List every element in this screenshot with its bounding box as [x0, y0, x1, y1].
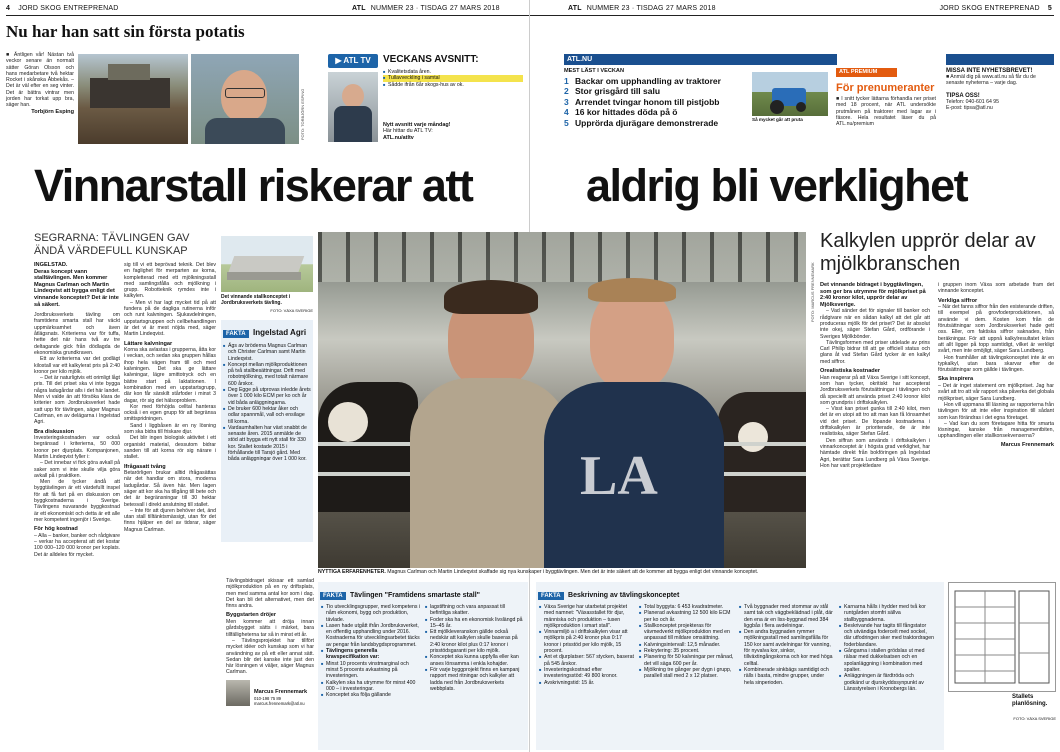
- fakta-item: ■ Investeringskostnad efter investeringsstöd: 49 800 kronor.: [539, 667, 635, 680]
- issue-info: NUMMER 23 · TISDAG 27 MARS 2018: [370, 5, 500, 12]
- rank-number: 5: [564, 117, 569, 128]
- potato-photo-credit: FOTO: TORBJÖRN ESPING: [300, 88, 305, 140]
- tractor-wheel: [770, 100, 784, 114]
- fakta-item: ■ De bruker 600 hektar åker och odlar spannmål, vall och ensilage till korna.: [223, 406, 311, 425]
- right-masthead: [568, 5, 716, 12]
- fakta-beskrivning-box: [536, 582, 944, 750]
- tips-phone[interactable]: Telefon: 040-601 64 95: [946, 98, 1000, 105]
- fakta-item: ■ Gångarna i stallen grödslas ut med rälsar med dukkelsatsen och en spolanläggning i kombination med spalter.: [839, 648, 935, 673]
- atl-tv-title: VECKANS AVSNITT:: [383, 54, 479, 65]
- most-read-item[interactable]: [564, 86, 744, 96]
- fakta-item: ■ Mjölkning tre gånger per dygn i grupp, parallell stall med 2 x 12 platser.: [639, 667, 735, 680]
- barn-ceiling: [318, 232, 806, 282]
- right-article-col1: [820, 282, 930, 578]
- body-paragraph: – Vad sänder det för signaler till banker och rådgivare när en sådan kalkyl att det går att produceras mjölk för det priset? Det är absolut inte okej, säger Stefan Gård, ordförande i Sveriges Mjölkbönder.: [820, 308, 930, 340]
- main-photo: [318, 232, 806, 568]
- fakta-item: ■ Kombinerade sinkbägs samtidigt och rälls i basta, mindre grupper, under hela sinperioden.: [739, 667, 835, 686]
- fakta-item: ■ Rekrytering: 35 procent.: [639, 648, 735, 654]
- fakta-list: [639, 604, 735, 692]
- fakta-item: ■ Koncept mellan mjölkproduktionen på två stallbesättningar. Drift med robotmjölkning, med totalt närmare 600 årskor.: [223, 362, 311, 387]
- byline-name: Marcus Frennemark: [254, 689, 308, 696]
- fakta-list: [223, 343, 311, 463]
- stall-caption: Det vinnande stallkonceptet i Jordbruksverkets tävling.: [221, 294, 291, 306]
- body-paragraph: Jordbruksverkets tävling om framtidens smarta stall har väckt uppmärksamhet och även åtlägsnats. Kriterierna var för tuffa, hette det när hans två av tre deltagande gick från dödlagda de ekonomiska grundkraven.: [34, 312, 120, 356]
- fakta-item: ■ Total byggyta: 6 453 kvadratmeter.: [639, 604, 735, 610]
- body-paragraph: Betarörligen brukar alltid ifrågasättas när det handlar om stora, moderna ladugårdar. Så även här. Men lagen säger att kor ska ha tillgång till bete och det är begränsningar till 30 hektar betesvall i direkt anslutning till stallet.: [124, 470, 216, 508]
- most-read-title: 16 kor hittades döda på ö: [575, 107, 678, 118]
- body-paragraph: – Det är inget statement om mjölkpriset. Jag har svårt att tro att vår rapport ska påverka det globala mjölkpriset, säger Sara Lundberg.: [938, 383, 1054, 402]
- jacket-print: LA: [580, 445, 658, 507]
- premium-title: För prenumeranter: [836, 82, 935, 94]
- fakta-item: ■ lagstiftning och vara anpassat till befintliga skatter.: [425, 604, 525, 617]
- potato-story-text: [6, 52, 74, 144]
- atl-tv-logo-text: ATL TV: [343, 56, 371, 65]
- fakta-beskrivning-columns: [536, 604, 944, 692]
- body-paragraph: – Det innebar vi fick göra avkall på saker som vi inte skulle vilja göra avkall på i praktiken.: [34, 460, 120, 479]
- fakta-item: ■ Foder ska ha en ekonomisk livslängd på 15–45 år.: [425, 617, 525, 630]
- rank-number: 4: [564, 107, 569, 118]
- fakta-item: ■ Avskrivningstid: 15 år.: [539, 680, 635, 686]
- atl-tv-item[interactable]: ■ Kvalitetsdata åren.: [383, 69, 523, 75]
- rank-number: 3: [564, 96, 569, 107]
- cow-patch: [328, 402, 368, 442]
- body-paragraph: – Det är naturligtvis ett orimligt lågt pris. Till det priset ska vi inte bygga några ladugårdar alls i det här landet. Men vi valde än att försöka klara de kriterier som Jordbruksverket hade satt upp för tävlingen, säger Magnus Carlman, en av delägarna i Ingelstad Agri.: [34, 375, 120, 426]
- fakta-item: ■ Planerad avkastning 12 500 kilo ECM per ko och år.: [639, 610, 735, 623]
- atl-tv-link[interactable]: ATL.nu/atltv: [383, 135, 414, 142]
- fakta-item: ■ Kalkylen ska ha utrymme för minst 400 000 – i investeringar.: [321, 680, 421, 693]
- stall-credit: FOTO: VÄXA SVERIGE: [270, 308, 313, 313]
- atl-tv-footer-bold: Nytt avsnitt varje måndag!: [383, 121, 451, 128]
- most-read-item[interactable]: [564, 118, 744, 128]
- body-paragraph: Den siffran som används i driftskalkylen i vinnarkonceptet är i högsta grad verklighet, har hämtade direkt från bokföringen på Ingelstad Agri, berättar Sara Lundberg på Växa Sverige. Hon har varit projektledare: [820, 437, 930, 469]
- fakta-item: ■ Tävlingens generella kravspecifikation var:: [321, 648, 421, 661]
- tips-title: TIPSA OSS!: [946, 92, 980, 99]
- most-read-item[interactable]: [564, 107, 744, 117]
- tractor-wheel: [796, 102, 806, 112]
- body-paragraph: Det blir ingen biologisk aktivitet i ett organiskt material, dessutom bidrar sanden till att korna rör sig närare i stallet.: [124, 435, 216, 461]
- right-section-name: JORD SKOG ENTREPRENAD: [939, 5, 1040, 12]
- fakta-tag: FAKTA: [320, 592, 346, 600]
- fakta-item: ■ Stallkonceptet projekteras för vävmedverkt mjölkproduktion med en anpassad till mildare omsättning.: [639, 623, 735, 642]
- dateline: INGELSTAD.: [34, 262, 68, 268]
- subheading: Byggstarten dröjer: [226, 612, 277, 619]
- man-right-hair: [588, 278, 676, 302]
- premium-body: ■ I snitt tycker lättarna förhandla ner priset med 18 procent, när ATL undersökte prutmånen på traktorer med lagar av i fäsore. Hela resultatet läser du på ATL.nu/premium: [836, 96, 936, 128]
- fakta-item: ■ Ett mjölkleveranskon gällde också nedskär att kalkylen skulle baseras på 2:40 kronor kilot plus 0:17 kronor i prisstödsgaranti per kilo mjölk.: [425, 629, 525, 654]
- left-masthead: [352, 5, 500, 12]
- fakta-list: [739, 604, 835, 692]
- body-paragraph: Tävlingsbidraget skissar ett samlad mjölkproduktion på en ny driftsplats, men med samma antal kor som i dag. Det kan bli det alternativet, men det finns andra.: [226, 578, 314, 610]
- cow-left: [318, 382, 418, 512]
- subheading: Ifrågasatt tvång: [124, 463, 166, 470]
- right-article-headline: Kalkylen upprör delar av mjölkbranschen: [820, 230, 1036, 275]
- body-paragraph: Kor med förhöjda celltal hanteras också i en egen grupp för att begränsa smittspridningen.: [124, 403, 216, 423]
- potato-planter-photo: [78, 54, 188, 144]
- most-read-title: Stor grisgård till salu: [575, 86, 661, 97]
- fakta-tag: FAKTA: [538, 592, 564, 600]
- fakta-list: [839, 604, 935, 692]
- fakta-item: ■ Vardaumhalten har växt snabbt de senaste åren. 2015 anmälde de stöd att bygga ett nytt stall för 330 kor. Stallet kostade 2015 i förhållande till Tarsjö gård. Med båda anläggningar över 1 000 kor.: [223, 425, 311, 463]
- body-paragraph: Sand i liggbåsen är en ny lösning som ska bidra till friskare djur.: [124, 422, 216, 436]
- most-read-item[interactable]: [564, 97, 744, 107]
- atl-tv-episode-list: [383, 69, 523, 88]
- fakta-item: ■ Konceptet ska följa gällande: [321, 692, 421, 698]
- left-page-number: 4: [6, 5, 11, 12]
- atl-tv-item[interactable]: ■ Sådde ifrån 6år skogs-hus av ok.: [383, 82, 523, 88]
- body-paragraph: – Inte för att djuren behöver det, änd utan stall tilltänktsmässigt, utan för det finns hjälper en del av tidsrar, säger Magnus Carlman.: [124, 507, 216, 533]
- most-read-title: Backar om upphandling av traktorer: [575, 76, 721, 86]
- article-lead: Det vinnande bidraget i byggtävlingen, som ger bra utrymme för mjölkpriset på 2:40 kronor kilot, upprör delar av Mjölksverige.: [820, 282, 926, 308]
- fakta-tavlingen-box: [318, 582, 528, 750]
- fakta-title: Tävlingen "Framtidens smartaste stall": [350, 592, 480, 599]
- floor-plan-svg: [949, 583, 1055, 691]
- left-kicker: SEGRARNA: TÄVLINGEN GAV ÄNDÅ VÄRDEFULL KUNSKAP: [34, 232, 190, 257]
- left-page-header: [6, 5, 119, 12]
- farmer-portrait-photo: [191, 54, 299, 144]
- tv-host-face: [342, 84, 364, 108]
- body-paragraph: Hon vill uppmana till läsning av rapporterna från tävlingen för att inte eller inspiration till sådant som kan förändras i det egna företaget.: [938, 401, 1054, 421]
- left-section-name: JORD SKOG ENTREPRENAD: [18, 5, 119, 12]
- most-read-list: [564, 76, 744, 128]
- fakta-title: Beskrivning av tävlingskonceptet: [568, 592, 680, 599]
- fakta-list: [425, 604, 525, 698]
- byline-email[interactable]: marcus.frennemark@atl.nu: [254, 700, 305, 706]
- planter-hopper: [108, 64, 150, 80]
- subheading: Bra diskussion: [34, 428, 75, 435]
- newsletter-title: MISSA INTE NYHETSBREVET!: [946, 68, 1033, 74]
- main-photo-credit: FOTO: MARCUS FRENNEMARK: [810, 262, 815, 322]
- fakta-item: ■ Tio utvecklingsgrupper, med kompetens i nåm ekonomi, bygg och produktion, tävlade.: [321, 604, 421, 623]
- fakta-item: ■ Den andra byggnaden rymmer mjölkningsstall med samlingsfålla för 150 kor samt avdelningar för vanning, för nyvalva kor, sinkor, tillväxtingångskorna och kor med höga celltal.: [739, 629, 835, 667]
- fakta-title: Ingelstad Agri: [253, 328, 307, 337]
- right-page-number: 5: [1047, 5, 1052, 12]
- newsletter-bar: [946, 54, 1054, 65]
- subheading: Verkliga siffror: [938, 297, 978, 304]
- premium-tag: ATL PREMIUM: [836, 68, 897, 77]
- fakta-item: ■ Deg Egge på utprovas inledde årets över 1 000 kilo ECM per ko och år vid båda anläggningarna.: [223, 387, 311, 406]
- body-paragraph: Han reagerar på att Växa Sverige i sitt koncept, som han tycker, okritiskt har accepterat Jordbruksverkets förutsättningar i tävlingen och då speciellt att använda priset 2:40 kronor kilot som grundpris i driftskalkylen.: [820, 374, 930, 406]
- subheading: Orealistiska kostnader: [820, 368, 881, 375]
- most-read-panel: [564, 68, 744, 128]
- fakta-tavlingen-columns: [318, 604, 528, 698]
- fakta-item: ■ Konceptet ska kunna uppfylla eller kan anses lönsamma i enkla kohajder.: [425, 654, 525, 667]
- fakta-item: ■ Ant et djurplatser: 567 stycken, baserat på 545 årskor.: [539, 654, 635, 667]
- body-paragraph: – Men vi har lagt mycket tid på att fundera på de dagliga rutinerna inför och runt kalvningen. Sjukavdelningen, uppstartsgruppen och cellbehandlingen är det vi är mest nöjda med, säger Martin Lindeqvist.: [124, 299, 216, 338]
- potato-story-title: Nu har han satt sin första potatis: [6, 22, 245, 41]
- fakta-item: ■ För varje byggprojekt finns en kampanj rapport med ritningar och kalkyler att ladda ned från Jordbruksverkets webbplats.: [425, 667, 525, 692]
- fakta-list: [321, 604, 421, 698]
- header-rule: [6, 15, 1054, 16]
- byline-phone[interactable]: 010-198 75 89: [254, 695, 282, 701]
- caption-kicker: NYTTIGA ERFARENHETER.: [318, 569, 386, 575]
- byline-photo: [226, 680, 250, 706]
- fakta-item: ■ Minst 10 procents vinstmarginal och minst 5 procents avkastning på investeringen.: [321, 661, 421, 680]
- body-paragraph: Korna ska avlastas i grupperna, åtta kor i veckan, och sedan ska gruppen hållas ihop hela vägen fram till och med kalvningen. Det ska ge lättare kalvningar, lägre smittotryck och en bättre start på laktationen. I kombination med en uppstartsgrupp, där kon får särskilt stårfoder i minst 3 dagar, rör sig det hälsoproblem.: [124, 347, 216, 404]
- right-page-header: [939, 5, 1052, 12]
- body-paragraph: Tävlingsformen med priser utdelade av prins Carl Philip bidrar till att ge officiell status och glans åt vad Stefan Gård tycker är en kalkyl med siffror.: [820, 339, 930, 365]
- fakta-item: ■ Planering för 50 kalvningar per månad, det vill säga 600 per år.: [639, 654, 735, 667]
- fakta-item: ■ Karnarna hålls i hydder med två kor runtgården stomfri sällva stallbyggnaderna.: [839, 604, 935, 623]
- atl-nu-bar[interactable]: ATL.NU: [564, 54, 837, 65]
- potato-story-byline: Torbjörn Esping: [31, 108, 74, 115]
- stall-render-image: [221, 236, 313, 292]
- issue-info: NUMMER 23 · TISDAG 27 MARS 2018: [586, 5, 716, 12]
- headline-left: Vinnarstall riskerar att: [34, 160, 473, 211]
- atl-tv-thumbnail[interactable]: [328, 72, 378, 142]
- body-paragraph: – När det fanns siffror från den existerande driften, till exempel på grovfoderproduktionen, så använde vi dem. Kosten kom från de förutsättningar som Jordbruksverket hade gett oss. Eller, om faktiska siffror saknades, från beräkningar. För att uppnå kalkylresultatet krävs att allt ligger på topp samtidigt, vilket är verkligt svårt, men inte omöjligt, säger Sara Lundberg.: [938, 304, 1054, 355]
- fakta-item: ■ Två byggnader med stommar av stål samt tak och väggbeklädnad i plåt, där den ena är en liss-byggnad med 384 liggbås i flera avdelningar.: [739, 604, 835, 629]
- farmer-glasses: [225, 88, 265, 98]
- body-paragraph: Ett av kriterierna var det godlägt kilostall var ett kalkylerat pris på 2:40 kronor per kilo mjölk.: [34, 356, 120, 375]
- most-read-title: Arrendet tvingar honom till pistjobb: [575, 96, 720, 107]
- cow-patch: [738, 422, 768, 452]
- cow-right: [718, 392, 806, 512]
- rank-number: 2: [564, 86, 569, 97]
- newsletter-body[interactable]: ■ Anmäl dig på www.atl.nu så får du de senaste nyheterna – varje dag.: [946, 74, 1036, 87]
- body-paragraph: Men kommer att dröja innan gårdsbygget sätts i märket, bara tillfälligheterna tar så in minst ett år.: [226, 619, 314, 638]
- fakta-ingelstad-box: [221, 320, 313, 542]
- fakta-item: ■ Växa Sverige har utarbetat projektet med namnet: "Växasstallet för djur, människa och produktion – tusen mjölkproduktion i smart stall".: [539, 604, 635, 629]
- right-article-col2: [938, 282, 1054, 578]
- tips-email[interactable]: E-post: tipsa@atl.nu: [946, 104, 993, 111]
- fakta-item: ■ Anläggningen är färdtröda och godkänd ur djurskyddssynpunkt av Länsstyrelsen i Kronobergs län.: [839, 673, 935, 692]
- atl-tv-logo[interactable]: [328, 54, 378, 68]
- fakta-item: ■ Lasen hade utgått ifrån Jordbruksverket, en offentlig upphandling under 2016. Kostnaderna för utvecklingsarbetet täcks av pengar från landsbygdsprogrammet.: [321, 623, 421, 648]
- fakta-item: ■ Kalvningsintervall: 12,5 månader.: [639, 642, 735, 648]
- man-left-hair: [444, 280, 538, 314]
- body-paragraph: – Alla – banker, banker och rådgivare – verkar ha accepterat att det kostar 100 000–120 000 kronor per koplats. Det är alldeles för mycket.: [34, 532, 120, 558]
- right-article-byline: Marcus Frennemark: [1000, 441, 1054, 448]
- farmer-jacket: [205, 118, 285, 144]
- caption-text: Magnus Carlman och Martin Lindeqvist skaffade sig nya kunskaper i byggtävlingen. Men det är inte säkert att de kommer att bygga enligt det vinnande konceptet.: [387, 569, 759, 575]
- body-paragraph: – Tävlingsprojektet har tillfört mycket idéer och kunskap som vi har användning av på ett eller annat sätt. Sedan blir det kanske inte just den här lösningen vi väljer, säger Magnus Carlman.: [226, 637, 314, 676]
- stall-wall: [227, 272, 301, 280]
- headline-right: aldrig bli verklighet: [586, 160, 968, 211]
- byline-box: [226, 680, 314, 706]
- body-paragraph: Hon framhåller att tävlingskonceptet inte är en typkalkyl, utan bara skarvar efter de förutsättningar som gällde i tävlingen.: [938, 354, 1054, 374]
- rank-number: 1: [564, 76, 569, 86]
- tv-host-body: [334, 106, 372, 142]
- premium-thumb-caption: Så mycket går att pruta: [752, 117, 803, 122]
- atl-tv-footer: Här hittar du ATL TV:: [383, 128, 433, 135]
- body-paragraph: Men de tycker ändå att byggtävlingen är ett värdefullt inspel för att få fart på en diskussion om byggkostnaderna i Sverige. Tävlingens nuvarande byggkostnad är ett ekonomiskt och detta är ett alle mer kompetent ingenjör i Sverige.: [34, 479, 120, 523]
- subheading: Ska inspirera: [938, 376, 974, 383]
- atl-tv-item[interactable]: ■ Tullavveckling i samtal: [383, 75, 523, 81]
- main-photo-caption: [318, 569, 806, 575]
- fakta-tag: FAKTA: [223, 330, 249, 338]
- fakta-item: ■ Beskrivande har tagits till fångstator och utvändiga fodercelt med sockel, där utfodringen sker med traktordragen foderblandare.: [839, 623, 935, 648]
- subheading: Lättare kalvningar: [124, 340, 173, 347]
- fakta-item: ■ Ägs av bröderna Magnus Carlman och Christer Carlman samt Martin Lindeqvist.: [223, 343, 311, 362]
- paper-name: ATL: [568, 5, 582, 12]
- most-read-title: Upprörda djurägare demonstrerade: [575, 117, 719, 128]
- atl-tv-panel: [383, 54, 523, 142]
- article-lead: Deras koncept vann stalltävlingen. Men kommer Magnus Carlman och Martin Lindeqvist att bygga enligt det vinnande konceptet? Det är inte så säkert.: [34, 268, 119, 308]
- below-photo-col1: [226, 578, 314, 748]
- plan-building-b: [1019, 591, 1049, 683]
- fakta-item: ■ Vinnarmiljö a i driftskalkylen visar att mjölkpris på 2:40 kronor plus 0:17 kronor i prisstöd per kilo mjölk, 15 procent.: [539, 629, 635, 654]
- plan-caption: Stallets planlösning.: [1012, 694, 1048, 707]
- potato-story-body: ■ Äntligen vår! Nästan två veckor senare än normalt sätter Göran Olsson och hans medarbetare två hektar Rocket i skånska Åbbekås. – Det är väl efter en seg vinter. Det är bättra vintrar men jorden har torkat upp bra, säger han.: [6, 52, 74, 109]
- body-paragraph: i gruppen inom Växa som arbetade fram det vinnande konceptet.: [938, 282, 1054, 295]
- plan-credit: FOTO: VÄXA SVERIGE: [1013, 716, 1056, 721]
- most-read-subtitle: MEST LÄST I VECKAN: [564, 68, 624, 74]
- paper-name: ATL: [352, 5, 366, 12]
- fakta-list: [539, 604, 635, 692]
- body-paragraph: sig till vi ett beprövad teknik. Det blev en faglighet för merparten av korna, kompletterad med ett mjölkningsstall med samlingsfålla och mjölkning i grupp. Robotteknik rymdes inte i kalkylen.: [124, 262, 216, 300]
- body-paragraph: – Vad kan du som företagare hitta för smarta lösningar, kanske från managementbiten, upphandlingen eller stallkonsekvenserna?: [938, 420, 1054, 440]
- premium-thumbnail[interactable]: [752, 72, 828, 116]
- newsletter-panel: [946, 54, 1054, 111]
- floor-plan-figure: [948, 582, 1056, 692]
- left-article-col1: [34, 262, 120, 750]
- planter-machine: [90, 78, 170, 108]
- body-paragraph: Investeringskostnaden var också begränsad i kriterierna, 50 000 kronor per djurplats. Kompanjonen, Martin Lindeqvist fyller i:: [34, 435, 120, 460]
- most-read-item[interactable]: [564, 76, 744, 86]
- subheading: För hög kostnad: [34, 526, 78, 533]
- left-article-col2: [124, 262, 216, 750]
- play-icon: ▶: [335, 56, 342, 65]
- body-paragraph: – Visst kan priset gunka till 2:40 kilot, men det är en utopi att tro att man kan få lönsamhet vid det priset. De löpande kostnaderna i driftskalkylen är prioriterade, de är inte realistiska, säger Stefan Gård.: [820, 406, 930, 438]
